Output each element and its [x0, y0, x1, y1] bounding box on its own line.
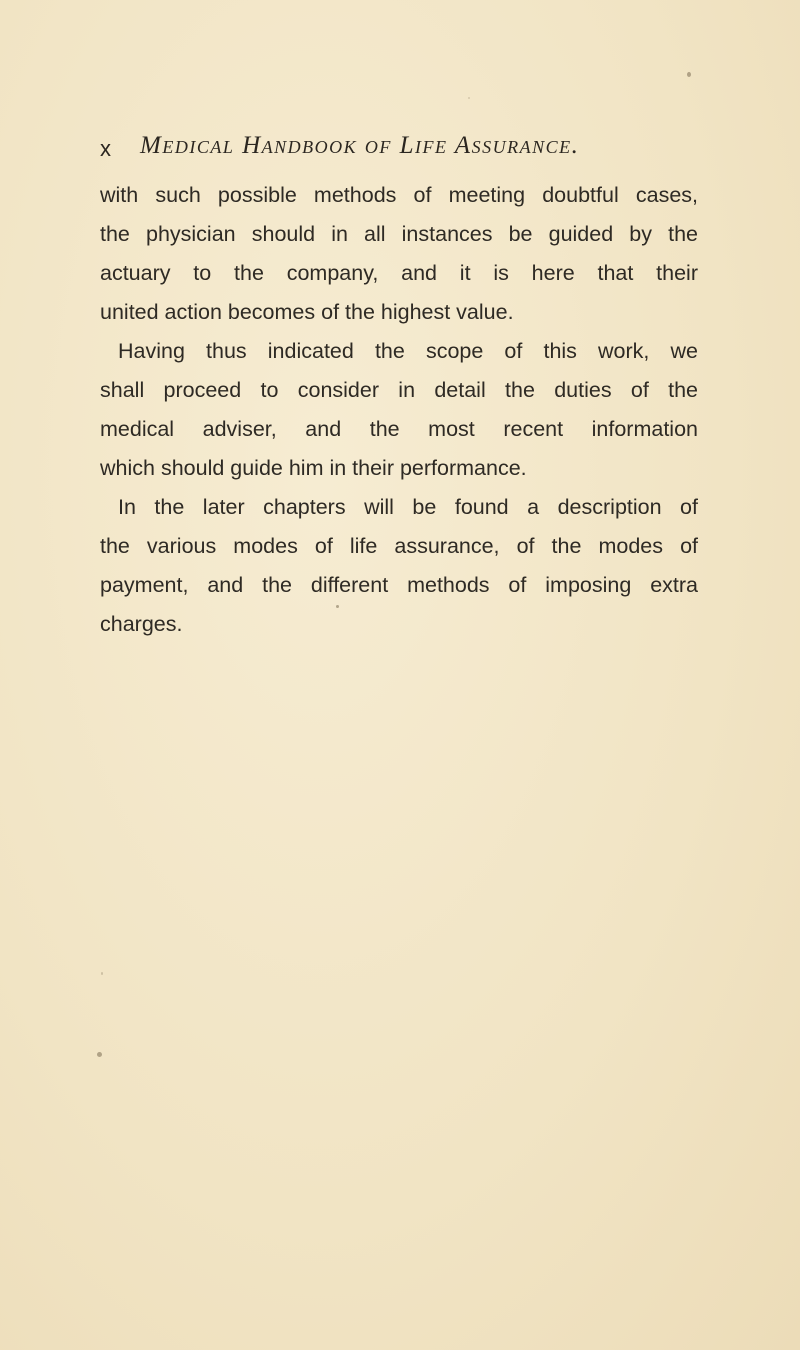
text-line: actuary to the company, and it is here that their: [100, 261, 698, 285]
page-number: x: [100, 136, 112, 161]
paper-speck: [97, 1052, 102, 1057]
text-line: payment, and the different methods of imposing extra: [100, 573, 698, 597]
text-line: united action becomes of the highest value.: [100, 300, 514, 324]
text-line: shall proceed to consider in detail the duties of the: [100, 378, 698, 402]
text-line: medical adviser, and the most recent information: [100, 417, 698, 441]
text-line: Having thus indicated the scope of this work, we: [118, 339, 698, 363]
running-title: Medical Handbook of Life Assurance.: [140, 132, 580, 159]
text-line: charges.: [100, 612, 183, 636]
text-line: which should guide him in their performance.: [100, 456, 527, 480]
paper-speck: [687, 72, 691, 77]
body-text: [100, 176, 698, 644]
text-line: the various modes of life assurance, of the modes of: [100, 534, 698, 558]
paper-speck: [468, 97, 470, 99]
paper-speck: [101, 972, 103, 975]
text-line: the physician should in all instances be guided by the: [100, 222, 698, 246]
paper-speck: [336, 605, 339, 608]
text-line: In the later chapters will be found a description of: [118, 495, 698, 519]
text-line: with such possible methods of meeting doubtful cases,: [100, 183, 698, 207]
page-header: [100, 132, 740, 162]
